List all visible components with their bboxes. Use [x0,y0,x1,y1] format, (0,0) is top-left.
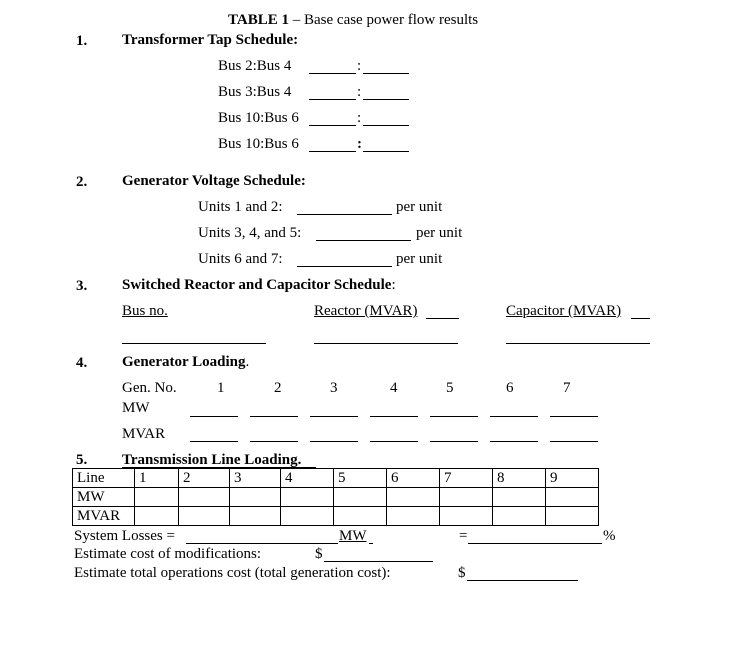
system-losses-blank[interactable] [186,543,338,544]
gen-number: 4 [390,380,398,396]
tap-row-label: Bus 3:Bus 4 [218,84,292,100]
tap-blank-right[interactable] [363,99,409,100]
gen-mw-blank[interactable] [190,416,238,417]
line-number-cell: 5 [334,469,387,488]
tap-sep: : [357,136,362,152]
column-reactor: Reactor (MVAR) [314,303,418,319]
mvar-cell[interactable] [334,507,387,526]
operations-cost-label: Estimate total operations cost (total generation cost): [74,565,391,581]
system-losses-label: System Losses = [74,528,175,544]
mw-cell[interactable] [230,488,281,507]
table-row-line [73,469,599,488]
mw-cell[interactable] [135,488,179,507]
mw-cell[interactable] [281,488,334,507]
tap-sep: : [357,110,362,126]
row-label-mw: MW [73,488,135,507]
title-bold: TABLE 1 [228,12,289,28]
section-2-heading: Generator Voltage Schedule: [122,173,306,189]
gen-mw-blank[interactable] [370,416,418,417]
percent-sign: % [603,528,616,544]
mvar-label: MVAR [122,426,166,442]
mvar-cell[interactable] [179,507,230,526]
section-4-heading-dot: . [245,354,250,370]
system-losses-unit: MW [339,528,367,544]
title-rest: – Base case power flow results [289,12,479,28]
voltage-unit: per unit [396,251,443,267]
table-row-mvar [73,507,599,526]
row-label-line: Line [73,469,135,488]
modification-cost-blank[interactable] [324,561,433,562]
gen-number: 1 [217,380,225,396]
section-1-number: 1. [76,33,88,49]
tap-row-label: Bus 2:Bus 4 [218,58,292,74]
line-number-cell: 1 [135,469,179,488]
section-5-number: 5. [76,452,88,468]
section-3-heading-colon: : [391,277,396,293]
gen-mvar-blank[interactable] [250,441,298,442]
mvar-cell[interactable] [281,507,334,526]
tap-blank-right[interactable] [363,151,409,152]
tap-blank-left[interactable] [309,99,356,100]
voltage-blank[interactable] [297,214,392,215]
mw-cell[interactable] [546,488,599,507]
line-number-cell: 7 [440,469,493,488]
tap-blank-right[interactable] [363,125,409,126]
voltage-row-label: Units 1 and 2: [198,199,283,215]
mvar-cell[interactable] [135,507,179,526]
tap-blank-left[interactable] [309,151,356,152]
gen-mw-blank[interactable] [430,416,478,417]
capacitor-blank[interactable] [506,343,650,344]
line-number-cell: 2 [179,469,230,488]
mvar-cell[interactable] [387,507,440,526]
tap-blank-right[interactable] [363,73,409,74]
gen-number: 7 [563,380,571,396]
line-number-cell: 9 [546,469,599,488]
gen-number: 6 [506,380,514,396]
mvar-cell[interactable] [546,507,599,526]
gen-mvar-blank[interactable] [430,441,478,442]
mvar-cell[interactable] [493,507,546,526]
gen-number: 3 [330,380,338,396]
mvar-cell[interactable] [230,507,281,526]
column-capacitor: Capacitor (MVAR) [506,303,622,319]
section-3-heading [122,276,396,294]
tap-sep: : [357,84,362,100]
bus-no-blank[interactable] [122,343,266,344]
row-label-mvar: MVAR [73,507,135,526]
gen-mw-blank[interactable] [310,416,358,417]
gen-mw-blank[interactable] [550,416,598,417]
voltage-blank[interactable] [297,266,392,267]
voltage-unit: per unit [416,225,463,241]
tap-blank-left[interactable] [309,73,356,74]
section-5-heading: Transmission Line Loading. [122,452,302,468]
losses-percent-blank[interactable] [468,543,602,544]
transmission-line-table [72,468,599,526]
gen-mvar-blank[interactable] [490,441,538,442]
capacitor-header-underline [631,318,650,319]
losses-equals: = [459,528,468,544]
column-bus-no: Bus no. [122,303,168,319]
gen-mvar-blank[interactable] [550,441,598,442]
tap-blank-left[interactable] [309,125,356,126]
section-1-heading: Transformer Tap Schedule: [122,32,299,48]
voltage-row-label: Units 6 and 7: [198,251,283,267]
gen-mw-blank[interactable] [250,416,298,417]
section-4-heading [122,353,249,371]
section-2-number: 2. [76,174,88,190]
section-4-heading-text: Generator Loading [122,354,246,370]
gen-mvar-blank[interactable] [370,441,418,442]
mw-cell[interactable] [387,488,440,507]
mw-cell[interactable] [179,488,230,507]
line-number-cell: 6 [387,469,440,488]
voltage-blank[interactable] [316,240,411,241]
tap-sep: : [357,58,362,74]
mw-cell[interactable] [440,488,493,507]
system-losses-unit-underline [369,543,373,544]
section-3-heading-text: Switched Reactor and Capacitor Schedule [122,277,392,293]
gen-no-label: Gen. No. [122,380,177,396]
reactor-blank[interactable] [314,343,458,344]
line-number-cell: 8 [493,469,546,488]
gen-mvar-blank[interactable] [190,441,238,442]
table-title [228,11,478,29]
tap-row-label: Bus 10:Bus 6 [218,136,299,152]
mvar-cell[interactable] [440,507,493,526]
line-number-cell: 3 [230,469,281,488]
mw-label: MW [122,400,150,416]
gen-mvar-blank[interactable] [310,441,358,442]
reactor-header-underline [426,318,459,319]
mw-cell[interactable] [334,488,387,507]
line-number-cell: 4 [281,469,334,488]
modification-dollar: $ [315,546,323,562]
section-4-number: 4. [76,355,88,371]
operations-dollar: $ [458,565,466,581]
mw-cell[interactable] [493,488,546,507]
operations-cost-blank[interactable] [467,580,578,581]
voltage-unit: per unit [396,199,443,215]
voltage-row-label: Units 3, 4, and 5: [198,225,302,241]
modification-cost-label: Estimate cost of modifications: [74,546,262,562]
gen-number: 5 [446,380,454,396]
section-3-number: 3. [76,278,88,294]
tap-row-label: Bus 10:Bus 6 [218,110,299,126]
gen-mw-blank[interactable] [490,416,538,417]
gen-number: 2 [274,380,282,396]
table-row-mw [73,488,599,507]
